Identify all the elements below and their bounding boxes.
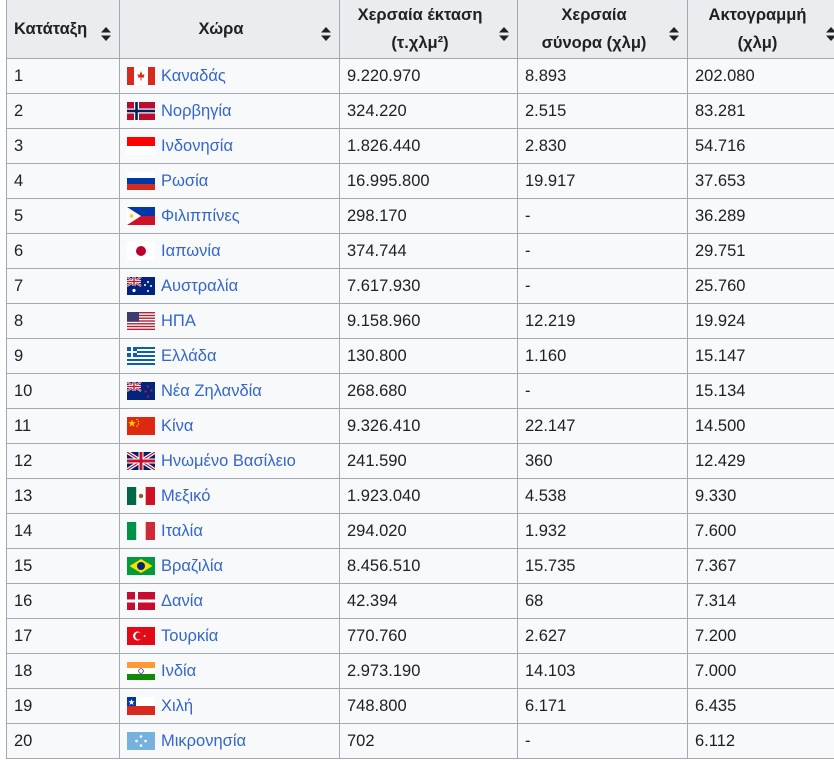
- land-area-cell: 324.220: [340, 94, 518, 129]
- table-row: [7, 724, 834, 759]
- greece-flag-icon: [127, 347, 155, 365]
- sort-icon[interactable]: [321, 22, 331, 36]
- country-cell: [120, 479, 340, 514]
- table-row: [7, 444, 834, 479]
- philippines-flag-icon: [127, 207, 155, 225]
- land-borders-cell: 1.932: [518, 514, 688, 549]
- japan-flag-icon: [127, 242, 155, 260]
- country-cell: [120, 549, 340, 584]
- country-link[interactable]: Ιαπωνία: [161, 241, 221, 260]
- country-cell: [120, 339, 340, 374]
- chile-flag-icon: [127, 697, 155, 715]
- land-borders-cell: 6.171: [518, 689, 688, 724]
- rank-column-header[interactable]: Κατάταξη: [7, 0, 120, 59]
- table-row: [7, 234, 834, 269]
- rank-cell: 18: [7, 654, 120, 689]
- sort-icon[interactable]: [101, 22, 111, 36]
- country-link[interactable]: Ελλάδα: [161, 346, 217, 365]
- rank-cell: 14: [7, 514, 120, 549]
- table-row: [7, 654, 834, 689]
- country-link[interactable]: Αυστραλία: [161, 276, 239, 295]
- rank-cell: 2: [7, 94, 120, 129]
- coastline-cell: 7.200: [688, 619, 834, 654]
- land-area-cell: 42.394: [340, 584, 518, 619]
- table-row: [7, 339, 834, 374]
- country-cell: [120, 129, 340, 164]
- country-link[interactable]: Τουρκία: [161, 626, 219, 645]
- country-column-header[interactable]: Χώρα: [120, 0, 340, 59]
- india-flag-icon: [127, 662, 155, 680]
- mexico-flag-icon: [127, 487, 155, 505]
- coastline-ranking-table: [6, 0, 834, 759]
- rank-cell: 3: [7, 129, 120, 164]
- country-cell: [120, 444, 340, 479]
- coastline-cell: 202.080: [688, 59, 834, 94]
- country-link[interactable]: Φιλιππίνες: [161, 206, 240, 225]
- rank-cell: 4: [7, 164, 120, 199]
- country-link[interactable]: ΗΠΑ: [161, 311, 196, 330]
- country-cell: [120, 164, 340, 199]
- coastline-cell: 12.429: [688, 444, 834, 479]
- country-cell: [120, 374, 340, 409]
- coastline-cell: 37.653: [688, 164, 834, 199]
- country-cell: [120, 199, 340, 234]
- land-borders-cell: 22.147: [518, 409, 688, 444]
- land-area-cell: 268.680: [340, 374, 518, 409]
- land-borders-cell: -: [518, 234, 688, 269]
- coastline-cell: 7.367: [688, 549, 834, 584]
- land-area-cell: 8.456.510: [340, 549, 518, 584]
- coastline-column-header[interactable]: Ακτογραμμή (χλμ): [688, 0, 834, 59]
- land-area-cell: 7.617.930: [340, 269, 518, 304]
- coastline-cell: 54.716: [688, 129, 834, 164]
- land-area-cell: 294.020: [340, 514, 518, 549]
- micronesia-flag-icon: [127, 732, 155, 750]
- land-borders-cell: 4.538: [518, 479, 688, 514]
- brazil-flag-icon: [127, 557, 155, 575]
- rank-cell: 12: [7, 444, 120, 479]
- land-borders-cell: 19.917: [518, 164, 688, 199]
- coastline-cell: 29.751: [688, 234, 834, 269]
- country-cell: [120, 304, 340, 339]
- rank-cell: 19: [7, 689, 120, 724]
- land-area-column-header[interactable]: Χερσαία έκταση (τ.χλμ²): [340, 0, 518, 59]
- country-link[interactable]: Μεξικό: [161, 486, 211, 505]
- country-cell: [120, 94, 340, 129]
- italy-flag-icon: [127, 522, 155, 540]
- country-link[interactable]: Ινδία: [161, 661, 197, 680]
- table-row: [7, 549, 834, 584]
- rank-cell: 5: [7, 199, 120, 234]
- table-row: [7, 164, 834, 199]
- coastline-cell: 25.760: [688, 269, 834, 304]
- country-link[interactable]: Νορβηγία: [161, 101, 232, 120]
- country-cell: [120, 269, 340, 304]
- table-row: [7, 304, 834, 339]
- rank-cell: 13: [7, 479, 120, 514]
- country-link[interactable]: Δανία: [161, 591, 204, 610]
- land-area-cell: 16.995.800: [340, 164, 518, 199]
- country-link[interactable]: Ινδονησία: [161, 136, 234, 155]
- land-borders-cell: 15.735: [518, 549, 688, 584]
- coastline-cell: 9.330: [688, 479, 834, 514]
- coastline-cell: 15.134: [688, 374, 834, 409]
- country-link[interactable]: Ηνωμένο Βασίλειο: [161, 451, 296, 470]
- country-link[interactable]: Κίνα: [161, 416, 194, 435]
- land-area-cell: 298.170: [340, 199, 518, 234]
- land-borders-cell: 2.515: [518, 94, 688, 129]
- rank-cell: 10: [7, 374, 120, 409]
- coastline-cell: 7.314: [688, 584, 834, 619]
- coastline-cell: 15.147: [688, 339, 834, 374]
- land-borders-cell: 2.830: [518, 129, 688, 164]
- land-area-cell: 9.220.970: [340, 59, 518, 94]
- table-row: [7, 514, 834, 549]
- country-cell: [120, 654, 340, 689]
- rank-cell: 8: [7, 304, 120, 339]
- land-area-cell: 770.760: [340, 619, 518, 654]
- country-link[interactable]: Καναδάς: [161, 66, 226, 85]
- land-borders-cell: -: [518, 269, 688, 304]
- table-row: [7, 59, 834, 94]
- canada-flag-icon: [127, 67, 155, 85]
- norway-flag-icon: [127, 102, 155, 120]
- coastline-cell: 83.281: [688, 94, 834, 129]
- land-area-cell: 2.973.190: [340, 654, 518, 689]
- table-row: [7, 269, 834, 304]
- land-borders-cell: 2.627: [518, 619, 688, 654]
- new-zealand-flag-icon: [127, 382, 155, 400]
- russia-flag-icon: [127, 172, 155, 190]
- land-borders-cell: 68: [518, 584, 688, 619]
- turkey-flag-icon: [127, 627, 155, 645]
- table-row: [7, 129, 834, 164]
- land-area-cell: 9.158.960: [340, 304, 518, 339]
- land-borders-cell: 12.219: [518, 304, 688, 339]
- country-link[interactable]: Μικρονησία: [161, 731, 247, 750]
- coastline-cell: 36.289: [688, 199, 834, 234]
- country-link[interactable]: Βραζιλία: [161, 556, 224, 575]
- country-link[interactable]: Ιταλία: [161, 521, 203, 540]
- rank-cell: 6: [7, 234, 120, 269]
- country-cell: [120, 689, 340, 724]
- land-borders-cell: 8.893: [518, 59, 688, 94]
- rank-cell: 7: [7, 269, 120, 304]
- coastline-cell: 6.112: [688, 724, 834, 759]
- coastline-cell: 7.000: [688, 654, 834, 689]
- sort-icon[interactable]: [499, 22, 509, 36]
- land-borders-cell: -: [518, 374, 688, 409]
- indonesia-flag-icon: [127, 137, 155, 155]
- table-row: [7, 584, 834, 619]
- rank-cell: 1: [7, 59, 120, 94]
- country-cell: [120, 724, 340, 759]
- country-link[interactable]: Ρωσία: [161, 171, 209, 190]
- rank-cell: 17: [7, 619, 120, 654]
- land-area-cell: 9.326.410: [340, 409, 518, 444]
- table-row: [7, 374, 834, 409]
- land-borders-cell: -: [518, 724, 688, 759]
- table-row: [7, 619, 834, 654]
- table-row: [7, 199, 834, 234]
- rank-cell: 9: [7, 339, 120, 374]
- country-cell: [120, 514, 340, 549]
- australia-flag-icon: [127, 277, 155, 295]
- rank-cell: 16: [7, 584, 120, 619]
- land-area-cell: 748.800: [340, 689, 518, 724]
- country-link[interactable]: Χιλή: [161, 696, 194, 715]
- table-row: [7, 409, 834, 444]
- country-cell: [120, 59, 340, 94]
- table-row: [7, 94, 834, 129]
- sort-icon[interactable]: [669, 22, 679, 36]
- country-cell: [120, 619, 340, 654]
- coastline-cell: 19.924: [688, 304, 834, 339]
- country-cell: [120, 234, 340, 269]
- table-row: [7, 689, 834, 724]
- land-borders-cell: 14.103: [518, 654, 688, 689]
- land-borders-column-header[interactable]: Χερσαία σύνορα (χλμ): [518, 0, 688, 59]
- land-borders-cell: 1.160: [518, 339, 688, 374]
- table-row: [7, 479, 834, 514]
- country-link[interactable]: Νέα Ζηλανδία: [161, 381, 262, 400]
- rank-cell: 15: [7, 549, 120, 584]
- land-area-cell: 702: [340, 724, 518, 759]
- rank-cell: 20: [7, 724, 120, 759]
- country-cell: [120, 584, 340, 619]
- land-area-cell: 374.744: [340, 234, 518, 269]
- table-header-row: [7, 0, 834, 59]
- land-area-cell: 1.923.040: [340, 479, 518, 514]
- land-borders-cell: -: [518, 199, 688, 234]
- land-area-cell: 1.826.440: [340, 129, 518, 164]
- coastline-cell: 7.600: [688, 514, 834, 549]
- land-area-cell: 130.800: [340, 339, 518, 374]
- uk-flag-icon: [127, 452, 155, 470]
- country-cell: [120, 409, 340, 444]
- sort-icon[interactable]: [826, 22, 834, 36]
- denmark-flag-icon: [127, 592, 155, 610]
- coastline-cell: 14.500: [688, 409, 834, 444]
- land-area-cell: 241.590: [340, 444, 518, 479]
- usa-flag-icon: [127, 312, 155, 330]
- rank-cell: 11: [7, 409, 120, 444]
- china-flag-icon: [127, 417, 155, 435]
- coastline-cell: 6.435: [688, 689, 834, 724]
- land-borders-cell: 360: [518, 444, 688, 479]
